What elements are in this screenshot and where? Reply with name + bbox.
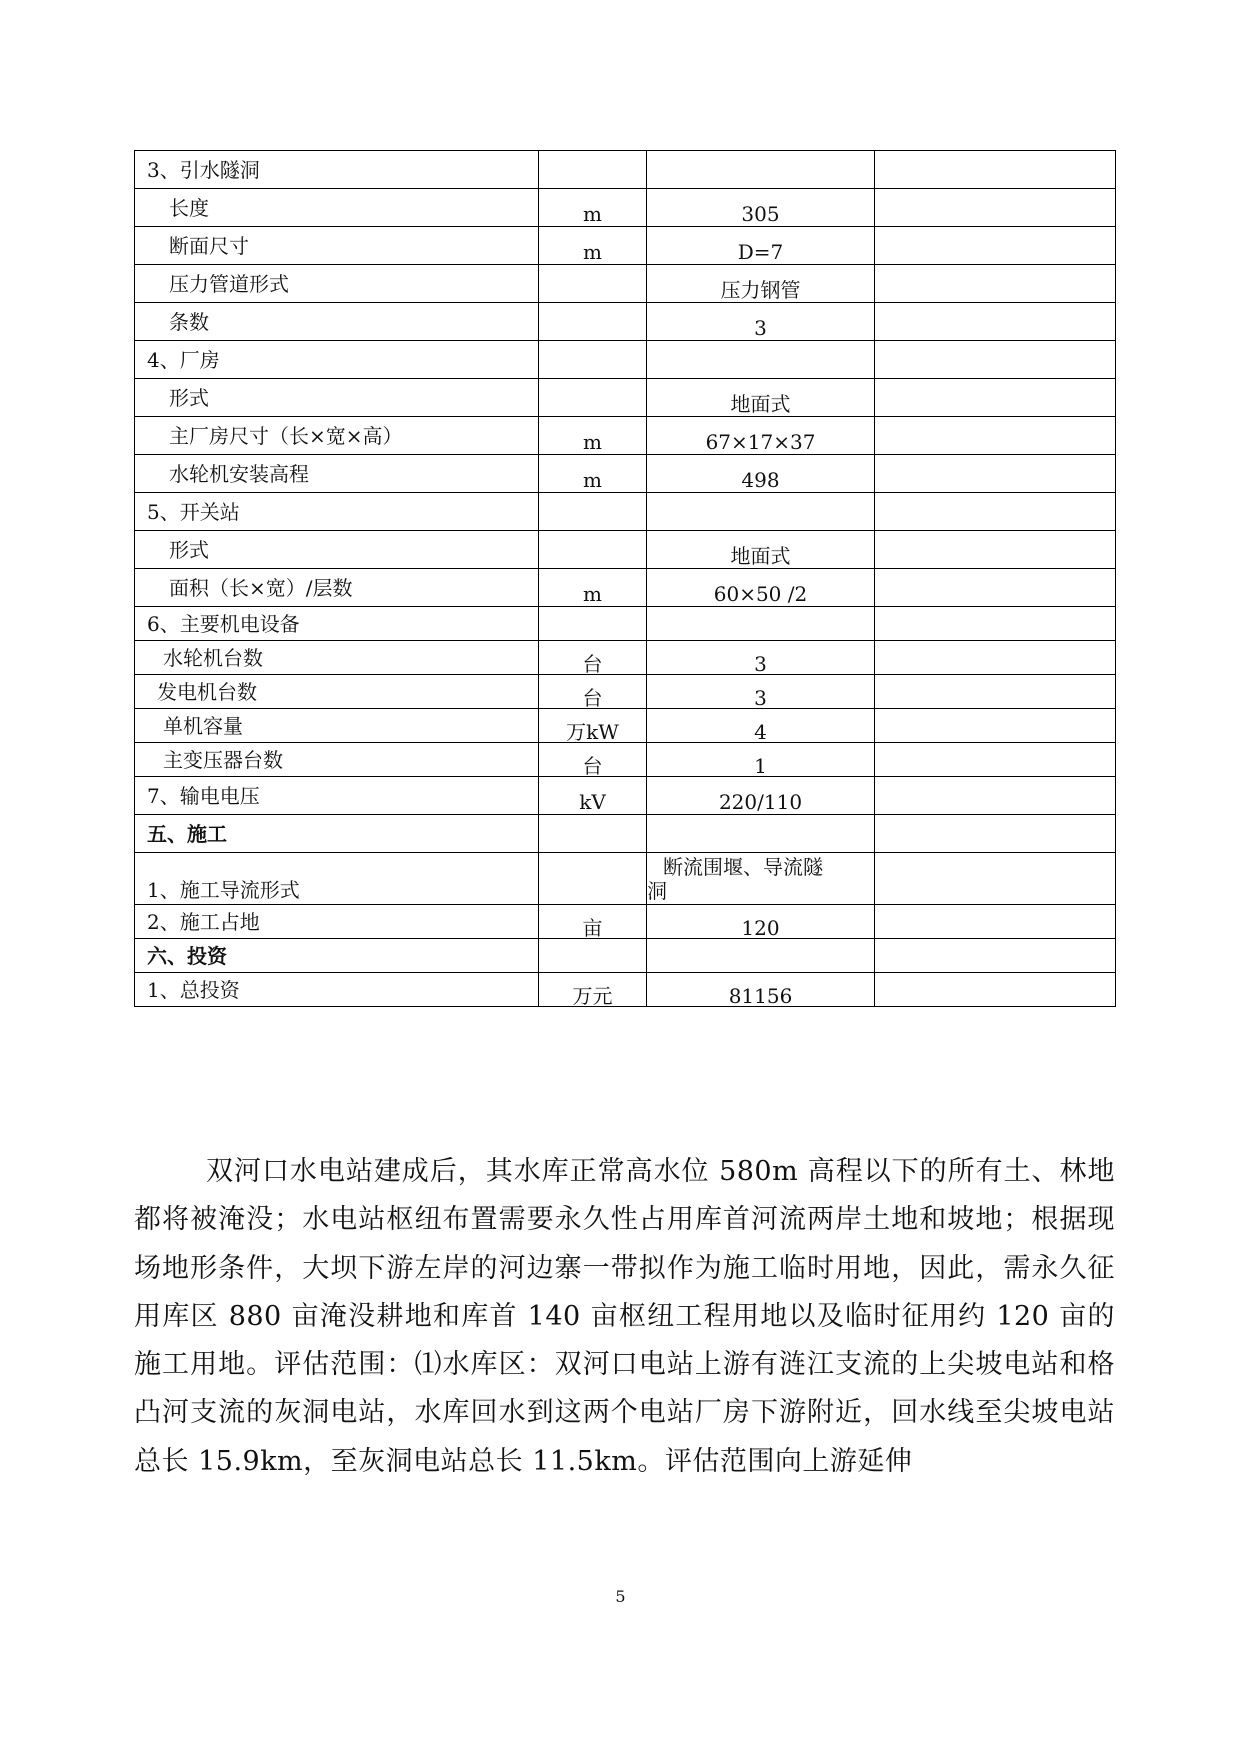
- cell-item: 4、厂房: [135, 341, 539, 379]
- cell-value: [647, 189, 875, 227]
- cell-unit: [539, 777, 647, 815]
- cell-note: [875, 227, 1116, 265]
- cell-note: [875, 939, 1116, 973]
- cell-note: [875, 341, 1116, 379]
- cell-unit: [539, 303, 647, 341]
- cell-note: [875, 815, 1116, 853]
- cell-unit-text: m: [583, 239, 602, 264]
- cell-value: [647, 379, 875, 417]
- cell-value: [647, 709, 875, 743]
- cell-value: [647, 777, 875, 815]
- table-row: [135, 379, 1116, 417]
- cell-item: 1、施工导流形式: [135, 853, 539, 905]
- cell-value: [647, 569, 875, 607]
- cell-value: [647, 905, 875, 939]
- table-row: [135, 493, 1116, 531]
- body-paragraph: 双河口水电站建成后，其水库正常高水位 580m 高程以下的所有土、林地都将被淹没；水电站枢纽布置需要永久性占用库首河流两岸土地和坡地；根据现场地形条件，大坝下游左岸的河边寨一带拟作为施工临时用地，因此，需永久征用库区 880 亩淹没耕地和库首 140 亩枢纽工程用地以及临时征用约 120 亩的施工用地。评估范围：⑴水库区：双河口电站上游有涟江支流的上尖坡电站和格凸河支流的灰洞电站，水库回水到这两个电站厂房下游附近，回水线至尖坡电站总长 15.9km，至灰洞电站总长 11.5km。评估范围向上游延伸: [134, 1156, 1115, 1477]
- cell-unit: [539, 265, 647, 303]
- cell-value-line: 洞: [647, 878, 667, 903]
- cell-item: 断面尺寸: [135, 227, 539, 265]
- cell-note: [875, 265, 1116, 303]
- cell-value: [647, 815, 875, 853]
- cell-value-text: 60×50 /2: [713, 581, 808, 606]
- cell-unit: [539, 905, 647, 939]
- table-row: [135, 265, 1116, 303]
- table-row: [135, 973, 1116, 1007]
- table-row: [135, 777, 1116, 815]
- cell-note: [875, 853, 1116, 905]
- table-row: [135, 607, 1116, 641]
- cell-note: [875, 641, 1116, 675]
- cell-value-text: 120: [741, 915, 780, 939]
- cell-note: [875, 151, 1116, 189]
- cell-value: [647, 939, 875, 973]
- cell-item: 主厂房尺寸（长×宽×高）: [135, 417, 539, 455]
- cell-item: 3、引水隧洞: [135, 151, 539, 189]
- cell-unit-text: m: [583, 467, 602, 492]
- spec-table-body: [135, 151, 1116, 1007]
- cell-unit: [539, 455, 647, 493]
- cell-note: [875, 455, 1116, 493]
- cell-value-text: D=7: [737, 239, 784, 264]
- table-row: [135, 531, 1116, 569]
- table-row: [135, 905, 1116, 939]
- table-row: [135, 569, 1116, 607]
- cell-item: 形式: [135, 531, 539, 569]
- cell-unit: [539, 607, 647, 641]
- cell-unit-text: 万kW: [566, 719, 619, 743]
- cell-value: [647, 973, 875, 1007]
- table-row: [135, 675, 1116, 709]
- cell-unit: [539, 151, 647, 189]
- cell-item: 1、总投资: [135, 973, 539, 1007]
- cell-value: [647, 455, 875, 493]
- cell-item: 水轮机安装高程: [135, 455, 539, 493]
- cell-value-text: 220/110: [718, 789, 803, 814]
- cell-unit: [539, 709, 647, 743]
- cell-note: [875, 493, 1116, 531]
- cell-value: [647, 743, 875, 777]
- cell-value-text: 3: [754, 315, 767, 340]
- cell-note: [875, 973, 1116, 1007]
- cell-value-text: 498: [741, 467, 780, 492]
- cell-value: [647, 151, 875, 189]
- cell-item: 主变压器台数: [135, 743, 539, 777]
- cell-item: 五、施工: [135, 815, 539, 853]
- table-row: [135, 189, 1116, 227]
- cell-note: [875, 569, 1116, 607]
- cell-value: [647, 417, 875, 455]
- cell-note: [875, 379, 1116, 417]
- cell-item: 5、开关站: [135, 493, 539, 531]
- cell-item: 压力管道形式: [135, 265, 539, 303]
- cell-value-text: 地面式: [730, 543, 791, 568]
- cell-item: 形式: [135, 379, 539, 417]
- cell-item: 面积（长×宽）/层数: [135, 569, 539, 607]
- table-row: [135, 455, 1116, 493]
- table-row: [135, 641, 1116, 675]
- cell-item: 条数: [135, 303, 539, 341]
- cell-unit: [539, 973, 647, 1007]
- cell-value: [647, 227, 875, 265]
- table-row: [135, 227, 1116, 265]
- table-row: [135, 341, 1116, 379]
- cell-note: [875, 743, 1116, 777]
- cell-value: [647, 675, 875, 709]
- cell-value-text: 压力钢管: [720, 277, 801, 302]
- cell-unit-text: 台: [582, 753, 603, 777]
- cell-note: [875, 905, 1116, 939]
- cell-value: [647, 265, 875, 303]
- cell-unit: [539, 417, 647, 455]
- cell-value-text: 3: [754, 685, 767, 709]
- cell-unit: [539, 743, 647, 777]
- cell-value: [647, 853, 875, 905]
- cell-item: 六、投资: [135, 939, 539, 973]
- table-row: [135, 853, 1116, 905]
- cell-item: 长度: [135, 189, 539, 227]
- table-row: [135, 417, 1116, 455]
- cell-unit: [539, 379, 647, 417]
- cell-item: 水轮机台数: [135, 641, 539, 675]
- cell-unit-text: m: [583, 201, 602, 226]
- cell-unit: [539, 675, 647, 709]
- cell-unit-text: 台: [582, 651, 603, 675]
- cell-unit: [539, 189, 647, 227]
- spec-table: [134, 150, 1116, 1007]
- cell-unit-text: m: [583, 429, 602, 454]
- cell-unit: [539, 815, 647, 853]
- cell-unit: [539, 853, 647, 905]
- cell-note: [875, 189, 1116, 227]
- table-row: [135, 939, 1116, 973]
- cell-note: [875, 675, 1116, 709]
- cell-value: [647, 303, 875, 341]
- cell-value: [647, 641, 875, 675]
- cell-value: [647, 531, 875, 569]
- cell-note: [875, 303, 1116, 341]
- cell-unit: [539, 341, 647, 379]
- cell-item: 7、输电电压: [135, 777, 539, 815]
- table-row: [135, 815, 1116, 853]
- table-row: [135, 303, 1116, 341]
- cell-unit: [539, 939, 647, 973]
- cell-value: [647, 493, 875, 531]
- cell-note: [875, 607, 1116, 641]
- table-row: [135, 709, 1116, 743]
- table-row: [135, 151, 1116, 189]
- cell-unit-text: 亩: [582, 915, 603, 939]
- cell-note: [875, 531, 1116, 569]
- cell-value-text: 67×17×37: [705, 429, 816, 454]
- cell-note: [875, 417, 1116, 455]
- cell-unit: [539, 531, 647, 569]
- cell-unit-text: 台: [582, 685, 603, 709]
- cell-item: 发电机台数: [135, 675, 539, 709]
- cell-value-text: 地面式: [730, 391, 791, 416]
- cell-item: 单机容量: [135, 709, 539, 743]
- cell-value-line: 断流围堰、导流隧: [663, 854, 823, 879]
- cell-note: [875, 709, 1116, 743]
- cell-item: 2、施工占地: [135, 905, 539, 939]
- page-number: 5: [615, 1587, 626, 1606]
- cell-value-text: 4: [754, 719, 767, 743]
- cell-unit: [539, 641, 647, 675]
- cell-value-text: 81156: [728, 983, 793, 1007]
- cell-unit: [539, 227, 647, 265]
- cell-unit-text: kV: [579, 789, 606, 814]
- cell-value: [647, 341, 875, 379]
- cell-value-text: 305: [741, 201, 780, 226]
- cell-item: 6、主要机电设备: [135, 607, 539, 641]
- table-row: [135, 743, 1116, 777]
- cell-note: [875, 777, 1116, 815]
- cell-unit: [539, 569, 647, 607]
- cell-value: [647, 607, 875, 641]
- cell-unit: [539, 493, 647, 531]
- cell-unit-text: 万元: [572, 983, 613, 1007]
- cell-unit-text: m: [583, 581, 602, 606]
- cell-value-text: 3: [754, 651, 767, 675]
- cell-value-text: 1: [754, 753, 767, 777]
